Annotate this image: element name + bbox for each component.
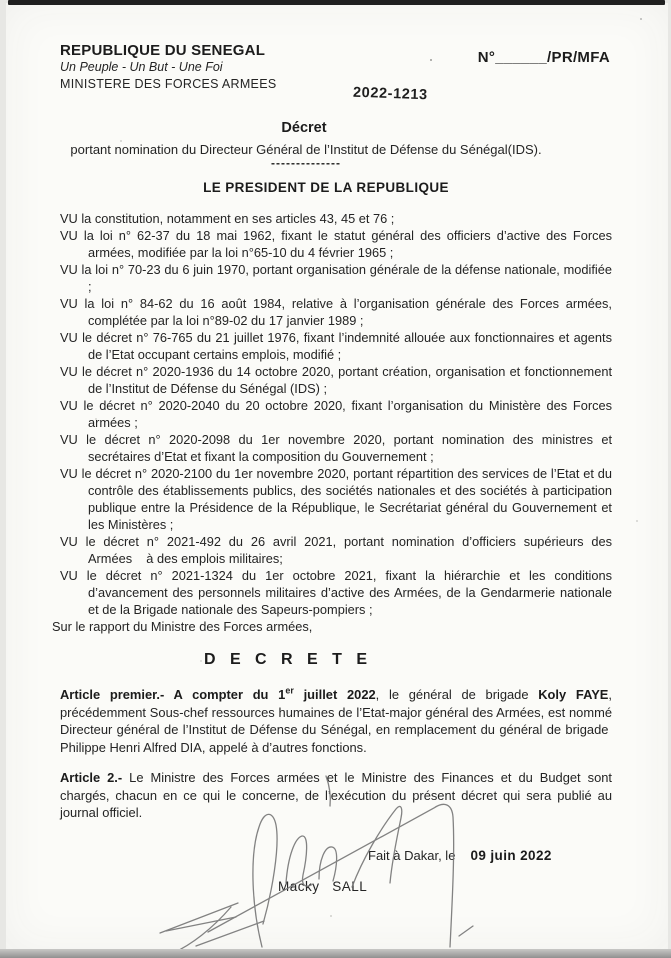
national-motto: Un Peuple - Un But - Une Foi <box>60 60 223 74</box>
report-line: Sur le rapport du Ministre des Forces armées, <box>52 619 313 634</box>
ordinal-superscript: er <box>285 685 294 696</box>
visa-item: VU le décret n° 2020-2098 du 1er novembre 2020, portant nomination des ministres et secrétaires d’Etat et fixant la composition du Gouvernement ; <box>60 432 612 464</box>
visa-item: VU le décret n° 2020-2100 du 1er novembre 2020, portant répartition des services de l’Etat et du contrôle des établissements publics, des sociétés nationales et des sociétés à participation publique entre la Présidence de la République, le Secrétariat général du Gouvernement et les Ministères ; <box>60 466 612 532</box>
article-2-text: Le Ministre des Forces armées et le Ministre des Finances et du Budget sont chargés, chacun en ce qui le concerne, de l’exécution du présent décret qui sera publié au journal officiel. <box>60 770 612 820</box>
article-2-lead: Article 2.- <box>60 770 123 785</box>
date-value: 09 juin 2022 <box>470 847 552 863</box>
president-heading: LE PRESIDENT DE LA REPUBLIQUE <box>203 180 449 195</box>
article-1-text: , précédemment Sous-chef ressources humaines de l’Etat-major général des Armées, est nommé Directeur général de l’Institut de Défense du Sénégal, en remplacement du général de brigade Philippe Henri Alfred DIA, appelé à d’autres fonctions. <box>60 687 612 755</box>
closing-place-date <box>60 848 612 863</box>
place-date-label: Fait à Dakar, le <box>368 847 456 863</box>
article-1-date: juillet 2022 <box>293 687 376 702</box>
decree-number-stamp: 2022-1213 <box>352 84 429 104</box>
visa-item: VU le décret n° 2021-492 du 26 avril 2021, portant nomination d’officiers supérieurs des Armées à des emplois militaires; <box>60 534 612 566</box>
article-1 <box>60 686 612 756</box>
decrete-heading: D E C R E T E <box>203 651 373 668</box>
article-2 <box>60 769 612 822</box>
article-1-text: , le général de brigade <box>375 687 539 702</box>
scan-noise <box>0 0 2 2</box>
decree-subject: portant nomination du Directeur Général de l’Institut de Défense du Sénégal(IDS). <box>70 142 542 157</box>
visa-item: VU le décret n° 2020-2040 du 20 octobre 2020, fixant l’organisation du Ministère des Forces armées ; <box>60 398 612 430</box>
document-content <box>52 0 612 894</box>
visa-clauses <box>52 210 612 635</box>
signer-name: Macky SALL <box>278 878 368 894</box>
scan-edge-bottom <box>0 949 671 958</box>
appointee-name: Koly FAYE <box>538 687 609 702</box>
ministry-name: MINISTERE DES FORCES ARMEES <box>60 77 277 91</box>
reference-number: N°______/PR/MFA <box>477 49 610 66</box>
visa-item: VU le décret n° 2021-1324 du 1er octobre 2021, fixant la hiérarchie et les conditions d’avancement des personnels militaires d’active des Armées, de la Gendarmerie nationale et de la Brigade nationale des Sapeurs-pompiers ; <box>60 568 612 617</box>
republic-title: REPUBLIQUE DU SENEGAL <box>60 42 266 59</box>
article-1-lead: Article premier.- A compter du 1 <box>60 687 286 702</box>
visa-item: VU la loi n° 84-62 du 16 août 1984, relative à l’organisation générale des Forces armées, complétée par la loi n°89-02 du 17 janvier 1989 ; <box>60 296 612 328</box>
visa-item: VU la loi n° 70-23 du 6 juin 1970, portant organisation générale de la défense nationale, modifiée ; <box>60 262 612 294</box>
letterhead <box>60 42 612 104</box>
visa-item: VU le décret n° 2020-1936 du 14 octobre 2020, portant création, organisation et fonctionnement de l’Institut de Défense du Sénégal (IDS) ; <box>60 364 612 396</box>
visa-item: VU la loi n° 62-37 du 18 mai 1962, fixant le statut général des officiers d’active des Forces armées, modifiée par la loi n°65-10 du 4 février 1965 ; <box>60 228 612 260</box>
visa-item: VU la constitution, notamment en ses articles 43, 45 et 76 ; <box>60 211 395 226</box>
separator-dashes: -------------- <box>271 156 341 170</box>
decree-title: Décret <box>281 120 327 136</box>
visa-item: VU le décret n° 76-765 du 21 juillet 1976, fixant l’indemnité allouée aux fonctionnaires et agents de l’Etat occupant certains emplois, modifié ; <box>60 330 612 362</box>
